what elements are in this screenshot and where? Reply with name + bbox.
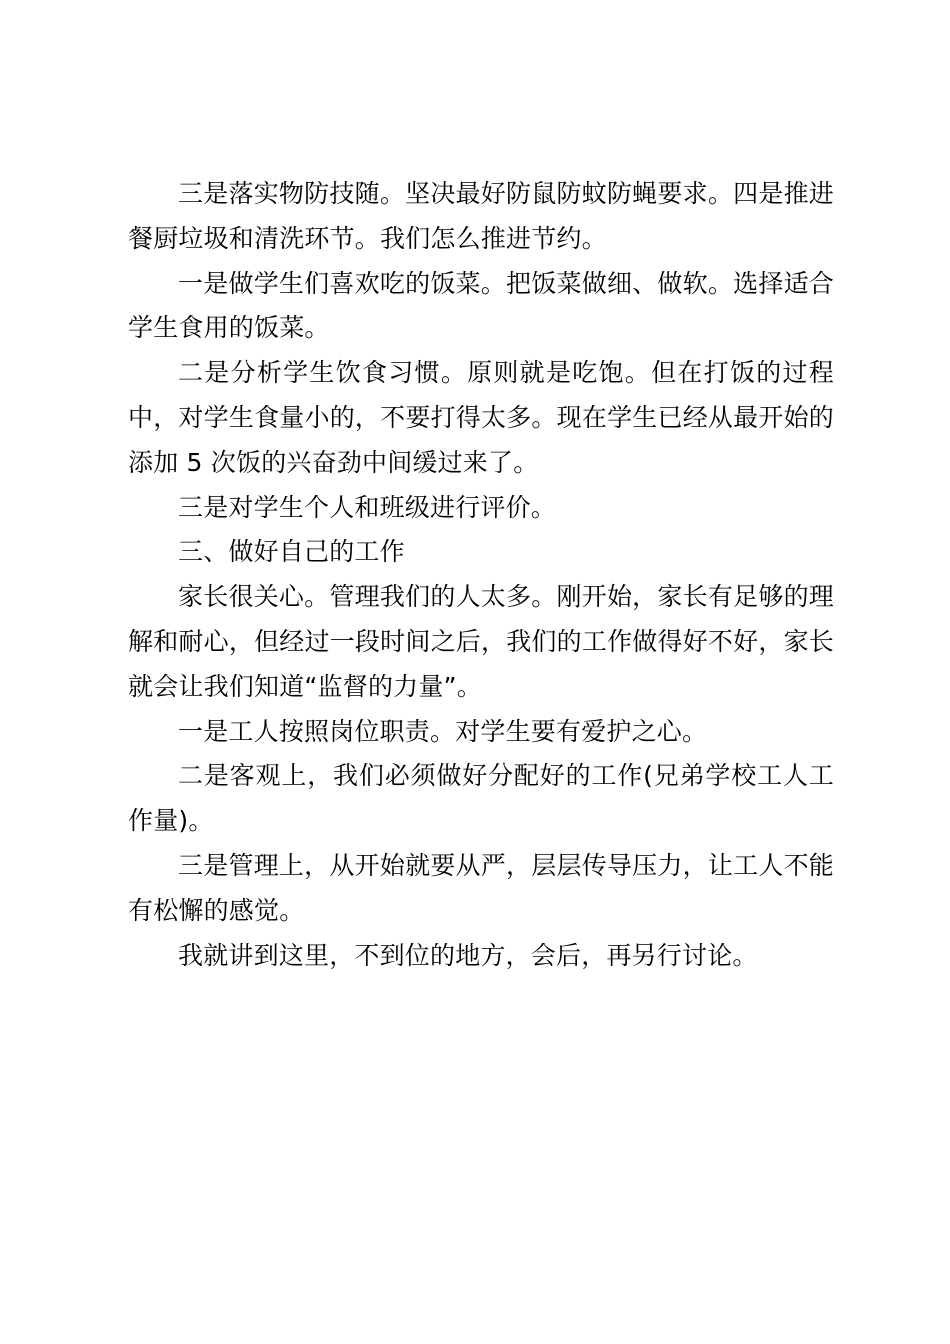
paragraph-job-duties: 一是工人按照岗位职责。对学生要有爱护之心。 [178, 716, 708, 746]
paragraph-closing-remarks: 我就讲到这里，不到位的地方，会后，再另行讨论。 [178, 940, 758, 970]
paragraph-favorite-dishes: 一是做学生们喜欢吃的饭菜。把饭菜做细、做软。选择适合学生食用的饭菜。 [128, 268, 834, 343]
document-body [128, 172, 834, 978]
paragraph-eating-habits: 二是分析学生饮食习惯。原则就是吃饱。但在打饭的过程中，对学生食量小的，不要打得太多。现在学生已经从最开始的添加 5 次饭的兴奋劲中间缓过来了。 [128, 358, 834, 477]
section-heading-do-own-work: 三、做好自己的工作 [178, 537, 405, 567]
paragraph-prevention-measures: 三是落实物防技随。坚决最好防鼠防蚊防蝇要求。四是推进餐厨垃圾和清洗环节。我们怎么推进节约。 [128, 179, 834, 253]
paragraph-assigned-work: 二是客观上，我们必须做好分配好的工作(兄弟学校工人工作量)。 [128, 761, 834, 836]
paragraph-strict-management: 三是管理上，从开始就要从严，层层传导压力，让工人不能有松懈的感觉。 [128, 850, 834, 925]
paragraph-evaluation: 三是对学生个人和班级进行评价。 [178, 492, 557, 522]
paragraph-parents-concern: 家长很关心。管理我们的人太多。刚开始，家长有足够的理解和耐心，但经过一段时间之后，我们的工作做得好不好，家长就会让我们知道“监督的力量”。 [128, 582, 834, 701]
